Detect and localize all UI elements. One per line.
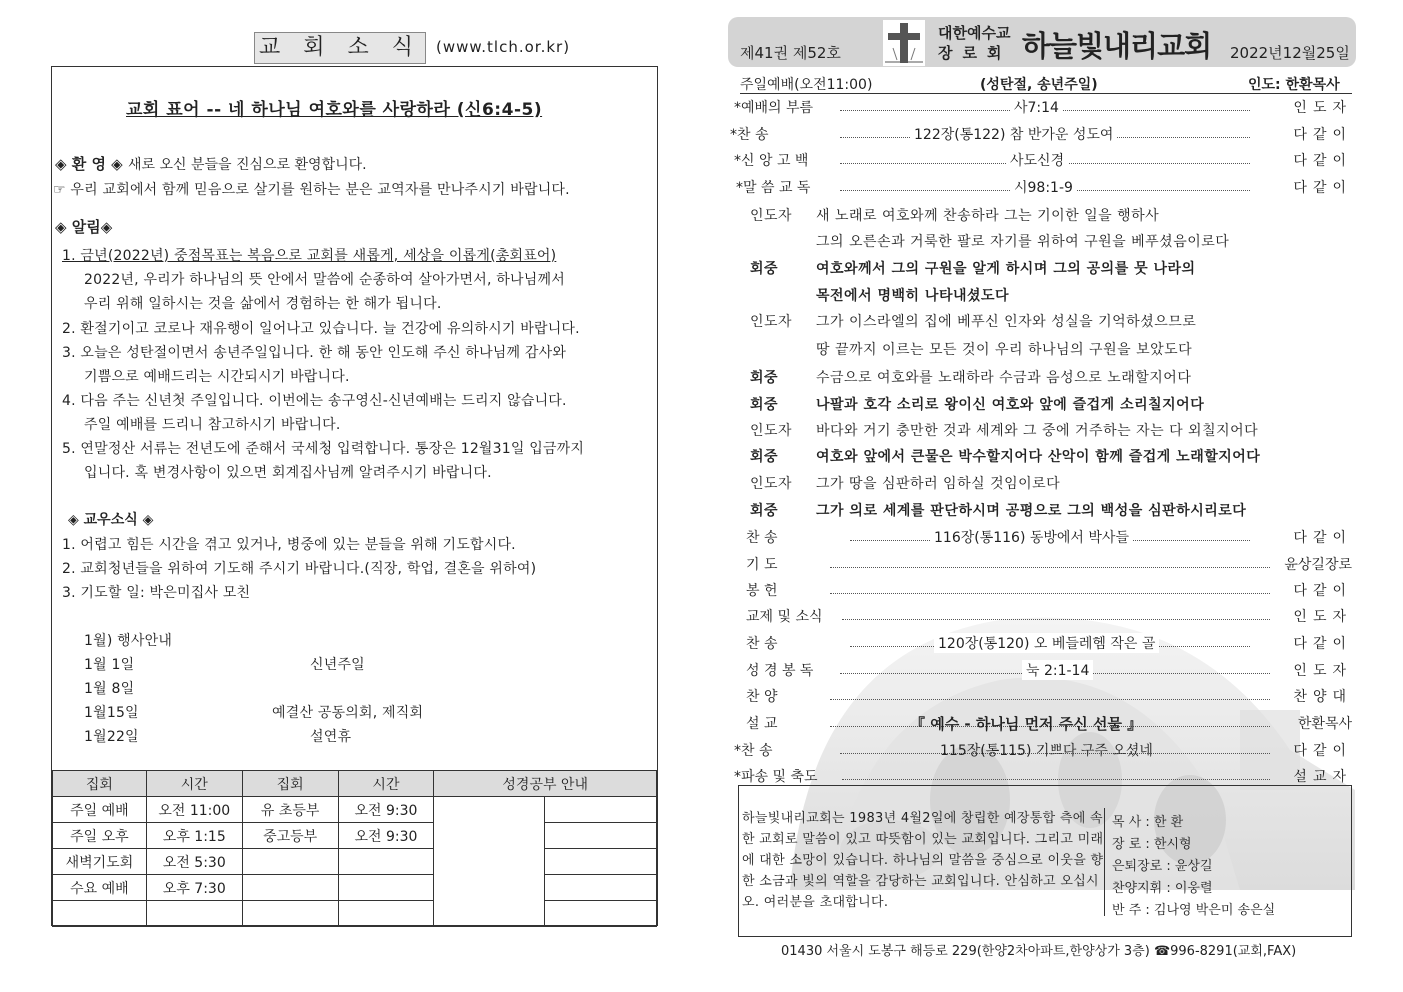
reading-line xyxy=(750,473,1060,493)
table-row xyxy=(53,849,657,875)
reading-line xyxy=(750,205,1159,225)
table-row xyxy=(53,901,657,927)
table-cell: 주일 오후 xyxy=(53,823,147,849)
reading-text: 여호와께서 그의 구원을 알게 하시며 그의 공의를 뭇 나라의 xyxy=(816,261,1196,277)
reading-speaker: 인도자 xyxy=(750,314,793,330)
table-cell: 오전 9:30 xyxy=(338,797,434,823)
order-by: 찬양대 xyxy=(1293,689,1352,705)
church-intro: 하늘빛내리교회는 1983년 4월2일에 창립한 예장통합 측에 속한 교회로 말씀이 있고 따뜻함이 있는 교회입니다. 그리고 미래에 대한 소망이 있습니다. 하나님의 말씀을 중심으로 이웃을 향한 소금과 빛의 역할을 감당하는 교회입니다. 안심하고 오십시오. 여러분을 초대합니다. xyxy=(742,811,1104,910)
reading-speaker: 회중 xyxy=(750,261,779,277)
events-heading: 1월) 행사안내 xyxy=(84,633,173,649)
worship-order-item xyxy=(730,150,1352,172)
table-header-row xyxy=(53,771,657,797)
reading-text: 그의 오른손과 거룩한 팔로 자기를 위하여 구원을 베푸셨음이로다 xyxy=(816,234,1230,250)
info-divider xyxy=(1104,808,1105,916)
reading-text: 여호와 앞에서 큰물은 박수할지어다 산악이 함께 즐겁게 노래할지어다 xyxy=(816,449,1261,465)
notice-line: 3. 오늘은 성탄절이면서 송년주일입니다. 한 해 동안 인도해 주신 하나님께 감사와 xyxy=(62,345,567,361)
reading-text: 목전에서 명백히 나타내셨도다 xyxy=(816,288,1010,304)
bulletin-date: 2022년12월25일 xyxy=(1230,44,1350,62)
event-date: 1월 1일 xyxy=(84,657,135,673)
staff-line: 장 로 : 한시형 xyxy=(1112,837,1192,852)
welcome-title: ◈ 환 영 ◈ xyxy=(55,155,123,173)
notice-line: 입니다. 혹 변경사항이 있으면 회계집사님께 알려주시기 바랍니다. xyxy=(84,465,492,481)
service-occasion: (성탄절, 송년주일) xyxy=(980,77,1098,93)
order-label: *찬 송 xyxy=(730,127,769,143)
reading-line xyxy=(816,339,1192,359)
table-header: 성경공부 안내 xyxy=(434,771,657,797)
church-name: 하늘빛내리교회 xyxy=(1022,29,1212,63)
order-label: 설 교 xyxy=(746,716,778,732)
order-by: 다같이 xyxy=(1293,743,1352,759)
table-cell xyxy=(545,849,657,875)
event-date: 1월22일 xyxy=(84,729,139,745)
order-label: 봉 헌 xyxy=(746,583,778,599)
order-content: 시98:1-9 xyxy=(1010,177,1077,197)
order-label: *예배의 부름 xyxy=(734,100,814,116)
notice-line: 기쁨으로 예배드리는 시간되시기 바랍니다. xyxy=(84,369,350,385)
order-by: 윤상길장로 xyxy=(1284,557,1352,573)
reading-speaker: 회중 xyxy=(750,449,779,465)
notice-line: 4. 다음 주는 신년첫 주일입니다. 이번에는 송구영신-신년예배는 드리지 않습니다. xyxy=(62,393,567,409)
order-by: 인도자 xyxy=(1293,663,1352,679)
table-cell: 중고등부 xyxy=(242,823,338,849)
reading-line xyxy=(750,446,1260,466)
reading-text: 그가 이스라엘의 집에 베푸신 인자와 성실을 기억하셨으므로 xyxy=(816,314,1197,330)
table-cell: 유 초등부 xyxy=(242,797,338,823)
event-desc: 설연휴 xyxy=(310,729,352,745)
table-cell xyxy=(545,901,657,927)
order-label: *말 씀 교 독 xyxy=(736,180,811,196)
table-cell xyxy=(545,875,657,901)
table-row xyxy=(53,875,657,901)
order-content: 사도신경 xyxy=(1006,150,1068,170)
reading-line xyxy=(750,394,1204,414)
reading-line xyxy=(750,311,1196,331)
reading-speaker: 인도자 xyxy=(750,208,793,224)
website-url[interactable]: (www.tlch.or.kr) xyxy=(436,38,571,56)
member-news-line: 2. 교회청년들을 위하여 기도해 주시기 바랍니다.(직장, 학업, 결혼을 위하여) xyxy=(62,561,537,577)
table-header: 집회 xyxy=(53,771,147,797)
reading-speaker: 회중 xyxy=(750,503,779,519)
order-by: 다같이 xyxy=(1293,153,1352,169)
order-by: 다같이 xyxy=(1293,583,1352,599)
worship-order-item xyxy=(730,124,1352,146)
order-by: 다같이 xyxy=(1293,180,1352,196)
notice-line: 2022년, 우리가 하나님의 뜻 안에서 말씀에 순종하여 살아가면서, 하나님께서 xyxy=(84,272,565,288)
reading-text: 그가 의로 세계를 판단하시며 공평으로 그의 백성을 심판하시리로다 xyxy=(816,503,1247,519)
reading-line xyxy=(816,231,1229,251)
table-cell xyxy=(338,875,434,901)
order-label: *찬 송 xyxy=(734,743,773,759)
worship-order-item xyxy=(730,177,1352,199)
notice-line: 주일 예배를 드리니 참고하시기 바랍니다. xyxy=(84,417,341,433)
schedule-table xyxy=(52,770,657,927)
reading-line xyxy=(750,420,1258,440)
reading-line xyxy=(750,367,1191,387)
reading-speaker: 인도자 xyxy=(750,476,793,492)
reading-text: 바다와 거기 충만한 것과 세계와 그 중에 거주하는 자는 다 외칠지어다 xyxy=(816,423,1259,439)
staff-line: 은퇴장로 : 윤상길 xyxy=(1112,859,1213,874)
volume-number: 제41권 제52호 xyxy=(740,44,841,62)
left-page xyxy=(0,0,700,992)
table-cell: 오전 9:30 xyxy=(338,823,434,849)
order-label: 찬 송 xyxy=(746,636,778,652)
event-date: 1월15일 xyxy=(84,705,139,721)
reading-text: 수금으로 여호와를 노래하라 수금과 음성으로 노래할지어다 xyxy=(816,370,1192,386)
order-content: 116장(통116) 동방에서 박사들 xyxy=(930,527,1133,547)
order-label: 찬 양 xyxy=(746,689,778,705)
order-by: 설교자 xyxy=(1293,769,1352,785)
table-cell: 오후 1:15 xyxy=(146,823,242,849)
order-label: *신 앙 고 백 xyxy=(734,153,809,169)
table-cell xyxy=(146,901,242,927)
staff-line: 목 사 : 한 환 xyxy=(1112,815,1184,830)
cross-logo-icon xyxy=(883,20,925,66)
reading-text: 땅 끝까지 이르는 모든 것이 우리 하나님의 구원을 보았도다 xyxy=(816,342,1193,358)
denomination-line-2: 장로회 xyxy=(938,44,1012,62)
order-label: 기 도 xyxy=(746,557,778,573)
members-heading: ◈ 교우소식 ◈ xyxy=(68,512,154,528)
member-news-line: 1. 어렵고 힘든 시간을 겪고 있거나, 병중에 있는 분들을 위해 기도합시다. xyxy=(62,537,516,553)
order-by: 인도자 xyxy=(1293,100,1352,116)
notice-line: 1. 금년(2022년) 중점목표는 복음으로 교회를 새롭게, 세상을 이롭게(총회표어) xyxy=(62,248,557,264)
church-logo xyxy=(883,20,925,66)
reading-line xyxy=(816,285,1009,305)
table-cell xyxy=(242,849,338,875)
event-date: 1월 8일 xyxy=(84,681,135,697)
table-cell: 주일 예배 xyxy=(53,797,147,823)
notice-line: 우리 위해 일하시는 것을 삶에서 경험하는 한 해가 됩니다. xyxy=(84,296,442,312)
table-cell xyxy=(242,901,338,927)
reading-text: 나팔과 호각 소리로 왕이신 여호와 앞에 즐겁게 소리칠지어다 xyxy=(816,397,1205,413)
service-time: 주일예배(오전11:00) xyxy=(740,77,873,93)
event-desc: 신년주일 xyxy=(310,657,365,673)
news-title: 교 회 소 식 xyxy=(254,32,426,64)
staff-line: 찬양지휘 : 이웅렬 xyxy=(1112,881,1213,896)
table-cell: 오전 11:00 xyxy=(146,797,242,823)
table-header: 시간 xyxy=(338,771,434,797)
order-content: 사7:14 xyxy=(1010,97,1063,117)
member-news-line: 3. 기도할 일: 박은미집사 모친 xyxy=(62,585,251,601)
welcome-text: 새로 오신 분들을 진심으로 환영합니다. xyxy=(127,157,367,173)
church-address: 01430 서울시 도봉구 해등로 229(한양2차아파트,한양상가 3층) ☎996-8291(교회,FAX) xyxy=(781,944,1297,959)
table-cell xyxy=(338,849,434,875)
notice-line: 5. 연말정산 서류는 전년도에 준해서 국세청 입력합니다. 통장은 12월31일 입금까지 xyxy=(62,441,585,457)
table-cell xyxy=(545,823,657,849)
reading-speaker: 회중 xyxy=(750,397,779,413)
order-label: *파송 및 축도 xyxy=(734,769,818,785)
order-by: 인도자 xyxy=(1293,609,1352,625)
service-leader: 인도: 한환목사 xyxy=(1248,77,1340,93)
sermon-title: 『 예수 - 하나님 먼저 주신 선물 』 xyxy=(910,715,1143,733)
table-row xyxy=(53,823,657,849)
reading-speaker: 회중 xyxy=(750,370,779,386)
welcome-line-2: ☞ 우리 교회에서 함께 믿음으로 살기를 원하는 분은 교역자를 만나주시기 바랍니다. xyxy=(53,182,570,198)
order-content: 122장(통122) 참 반가운 성도여 xyxy=(910,124,1117,144)
table-cell xyxy=(545,797,657,823)
table-header: 시간 xyxy=(146,771,242,797)
table-cell xyxy=(338,901,434,927)
notice-line: 2. 환절기이고 코로나 재유행이 일어나고 있습니다. 늘 건강에 유의하시기 바랍니다. xyxy=(62,321,580,337)
service-header xyxy=(740,74,1352,94)
table-cell: 새벽기도회 xyxy=(53,849,147,875)
reading-line xyxy=(750,258,1196,278)
reading-line xyxy=(750,500,1246,520)
reading-text: 새 노래로 여호와께 찬송하라 그는 기이한 일을 행하사 xyxy=(816,208,1160,224)
order-label: 성 경 봉 독 xyxy=(746,663,814,679)
table-row xyxy=(53,797,657,823)
table-cell: 수요 예배 xyxy=(53,875,147,901)
staff-line: 반 주 : 김나영 박은미 송은실 xyxy=(1112,903,1276,918)
order-by: 다같이 xyxy=(1293,636,1352,652)
bible-study-cell xyxy=(434,797,545,927)
table-header: 집회 xyxy=(242,771,338,797)
welcome-heading xyxy=(55,153,367,174)
notice-heading: ◈ 알림◈ xyxy=(55,218,113,236)
worship-order-item xyxy=(730,97,1352,119)
table-cell xyxy=(242,875,338,901)
reading-speaker: 인도자 xyxy=(750,423,793,439)
order-content: 눅 2:1-14 xyxy=(1022,660,1093,680)
event-desc: 예결산 공동의회, 제직회 xyxy=(272,705,424,721)
table-cell: 오후 7:30 xyxy=(146,875,242,901)
table-cell: 오전 5:30 xyxy=(146,849,242,875)
order-content: 120장(통120) 오 베들레헴 작은 골 xyxy=(934,633,1159,653)
church-motto: 교회 표어 -- 네 하나님 여호와를 사랑하라 (신6:4-5) xyxy=(126,100,543,120)
order-by: 다같이 xyxy=(1293,530,1352,546)
order-label: 찬 송 xyxy=(746,530,778,546)
order-by: 한환목사 xyxy=(1297,716,1352,732)
order-label: 교제 및 소식 xyxy=(746,609,823,625)
table-cell xyxy=(53,901,147,927)
order-by: 다같이 xyxy=(1293,127,1352,143)
order-content: 115장(통115) 기쁘다 구주 오셨네 xyxy=(940,743,1153,759)
reading-text: 그가 땅을 심판하러 임하실 것임이로다 xyxy=(816,476,1061,492)
denomination-line-1: 대한예수교 xyxy=(938,24,1011,42)
